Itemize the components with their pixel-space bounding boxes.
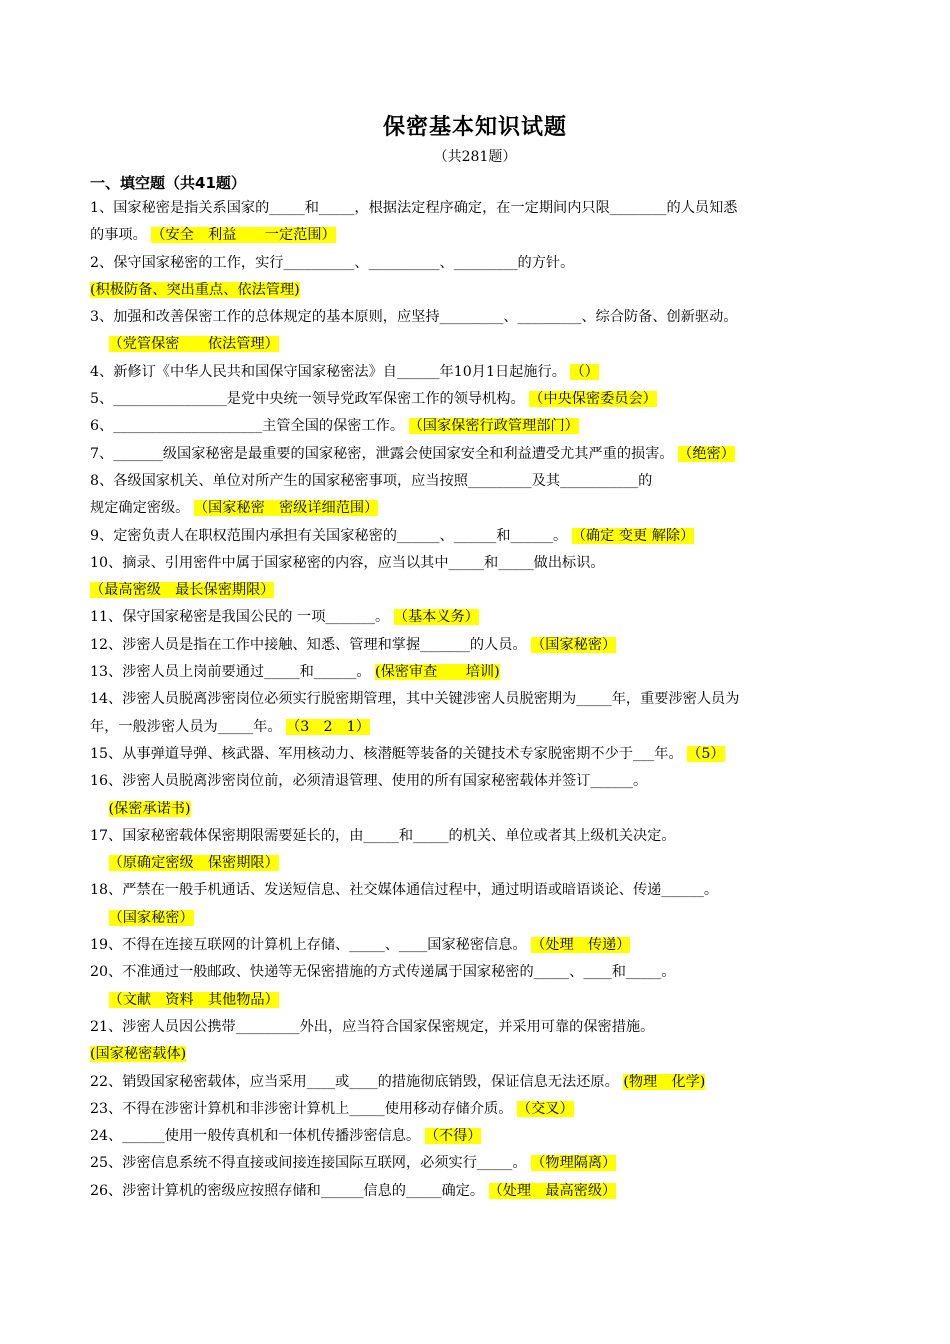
question-text: 11、保守国家秘密是我国公民的 一项_______。: [90, 609, 390, 626]
question-text: 21、涉密人员因公携带_________外出，应当符合国家保密规定，并采用可靠的保密措施。: [90, 1018, 655, 1035]
question-text: 18、严禁在一般手机通话、发送短信息、社交媒体通信过程中，通过明语或暗语谈论、传递______。: [90, 882, 719, 899]
question-line: [90, 959, 860, 986]
question-line: [90, 1123, 860, 1150]
page-title: 保密基本知识试题: [382, 115, 567, 140]
question-text: 规定确定密级。: [90, 500, 190, 517]
answer-highlight: （中央保密委员会）: [529, 391, 657, 408]
question-line: [90, 441, 860, 468]
answer-highlight: （处理 最高密级）: [488, 1182, 617, 1199]
answer-highlight: (保密承诺书): [108, 800, 191, 817]
question-text: 20、不准通过一般邮政、快递等无保密措施的方式传递属于国家秘密的_____、____和_____。: [90, 964, 676, 981]
question-line: [90, 686, 860, 713]
question-line: [90, 796, 860, 823]
question-line: [90, 577, 860, 604]
section-heading: 一、填空题（共41题）: [90, 174, 246, 192]
question-line: [90, 741, 860, 768]
question-line: [90, 277, 860, 304]
answer-highlight: （国家秘密）: [108, 909, 194, 926]
question-text: 9、定密负责人在职权范围内承担有关国家秘密的______、______和______。: [90, 527, 568, 544]
question-text: 12、涉密人员是指在工作中接触、知悉、管理和掌握_______的人员。: [90, 636, 527, 653]
answer-highlight: （交叉）: [516, 1100, 574, 1117]
answer-highlight: (积极防备、突出重点、依法管理): [90, 281, 300, 298]
question-text: 1、国家秘密是指关系国家的_____和_____，根据法定程序确定，在一定期间内只限________的人员知悉: [90, 200, 738, 216]
question-line: [90, 523, 860, 550]
question-line: [90, 932, 860, 959]
question-text: 15、从事弹道导弹、核武器、军用核动力、核潜艇等装备的关键技术专家脱密期不少于___年。: [90, 745, 683, 762]
question-line: [90, 1150, 860, 1177]
question-line: [90, 359, 860, 386]
question-line: [90, 823, 860, 850]
answer-highlight: （5）: [687, 745, 725, 762]
answer-highlight: (物理 化学): [623, 1073, 706, 1090]
question-text: 的事项。: [90, 227, 147, 244]
question-text: 10、摘录、引用密件中属于国家秘密的内容，应当以其中_____和_____做出标识。: [90, 554, 605, 571]
question-line: [90, 768, 860, 795]
question-line: [90, 1041, 860, 1068]
question-text: 7、_______级国家秘密是最重要的国家秘密，泄露会使国家安全和利益遭受尤其严重的损害。: [90, 445, 674, 462]
question-text: 5、________________是党中央统一领导党政军保密工作的领导机构。: [90, 391, 525, 408]
answer-highlight: （最高密级 最长保密期限）: [90, 582, 275, 599]
question-line: [90, 550, 860, 577]
answer-highlight: （国家保密行政管理部门）: [408, 418, 579, 435]
question-text: 26、涉密计算机的密级应按照存储和______信息的_____确定。: [90, 1182, 485, 1199]
question-line: [90, 331, 860, 358]
answer-highlight: （文献 资料 其他物品）: [108, 991, 279, 1008]
answer-highlight: （不得）: [424, 1128, 482, 1145]
question-text: 13、涉密人员上岗前要通过_____和______。: [90, 664, 371, 681]
answer-highlight: （）: [570, 363, 599, 380]
question-line: [90, 495, 860, 522]
question-text: 8、各级国家机关、单位对所产生的国家秘密事项，应当按照_________及其___________的: [90, 472, 653, 489]
answer-highlight: （绝密）: [678, 445, 735, 462]
page-subtitle: （共281题）: [433, 149, 517, 165]
answer-highlight: (保密审查 培训): [375, 664, 500, 681]
question-line: [90, 386, 860, 413]
question-line: [90, 1096, 860, 1123]
question-line: [90, 222, 860, 249]
question-line: [90, 987, 860, 1014]
answer-highlight: (国家秘密载体): [90, 1046, 187, 1063]
answer-highlight: （原确定密级 保密期限）: [108, 855, 279, 872]
question-text: 24、______使用一般传真机和一体机传播涉密信息。: [90, 1128, 421, 1145]
question-line: [90, 195, 860, 222]
answer-highlight: （物理隔离）: [531, 1155, 617, 1172]
question-text: 16、涉密人员脱离涉密岗位前，必须清退管理、使用的所有国家秘密载体并签订______。: [90, 773, 648, 790]
answer-highlight: （确定 变更 解除）: [571, 527, 695, 544]
question-text: 17、国家秘密载体保密期限需要延长的，由_____和_____的机关、单位或者其上级机关决定。: [90, 827, 676, 844]
question-text: 3、加强和改善保密工作的总体规定的基本原则，应坚持_________、_________、综合防备、创新驱动。: [90, 309, 738, 326]
answer-highlight: （党管保密 依法管理）: [108, 336, 279, 353]
question-text: 2、保守国家秘密的工作，实行__________、__________、_________的方针。: [90, 254, 575, 271]
question-line: [90, 304, 860, 331]
question-text: 22、销毁国家秘密载体，应当采用____或____的措施彻底销毁，保证信息无法还原。: [90, 1073, 619, 1090]
answer-highlight: （安全 利益 一定范围）: [151, 227, 336, 244]
question-line: [90, 604, 860, 631]
question-text: 19、不得在连接互联网的计算机上存储、_____、____国家秘密信息。: [90, 937, 527, 954]
question-line: [90, 905, 860, 932]
question-line: [90, 1178, 860, 1205]
question-line: [90, 850, 860, 877]
answer-highlight: （3 2 1）: [286, 718, 370, 735]
question-line: [90, 714, 860, 741]
question-list: [90, 195, 860, 1205]
answer-highlight: （国家秘密）: [531, 636, 617, 653]
question-line: [90, 659, 860, 686]
question-text: 14、涉密人员脱离涉密岗位必须实行脱密期管理，其中关键涉密人员脱密期为_____年，重要涉密人员为: [90, 691, 740, 708]
answer-highlight: （国家秘密 密级详细范围）: [193, 500, 379, 517]
question-line: [90, 1069, 860, 1096]
question-text: 25、涉密信息系统不得直接或间接连接国际互联网，必须实行_____。: [90, 1155, 527, 1172]
question-text: 23、不得在涉密计算机和非涉密计算机上_____使用移动存储介质。: [90, 1100, 513, 1117]
question-line: [90, 468, 860, 495]
question-text: 6、_____________________主管全国的保密工作。: [90, 418, 405, 435]
answer-highlight: （处理 传递）: [531, 937, 631, 954]
question-line: [90, 250, 860, 277]
question-line: [90, 1014, 860, 1041]
question-text: 年，一般涉密人员为_____年。: [90, 718, 282, 735]
question-text: 4、新修订《中华人民共和国保守国家秘密法》自______年10月1日起施行。: [90, 363, 566, 380]
question-line: [90, 632, 860, 659]
question-line: [90, 877, 860, 904]
answer-highlight: （基本义务）: [393, 609, 479, 626]
question-line: [90, 413, 860, 440]
